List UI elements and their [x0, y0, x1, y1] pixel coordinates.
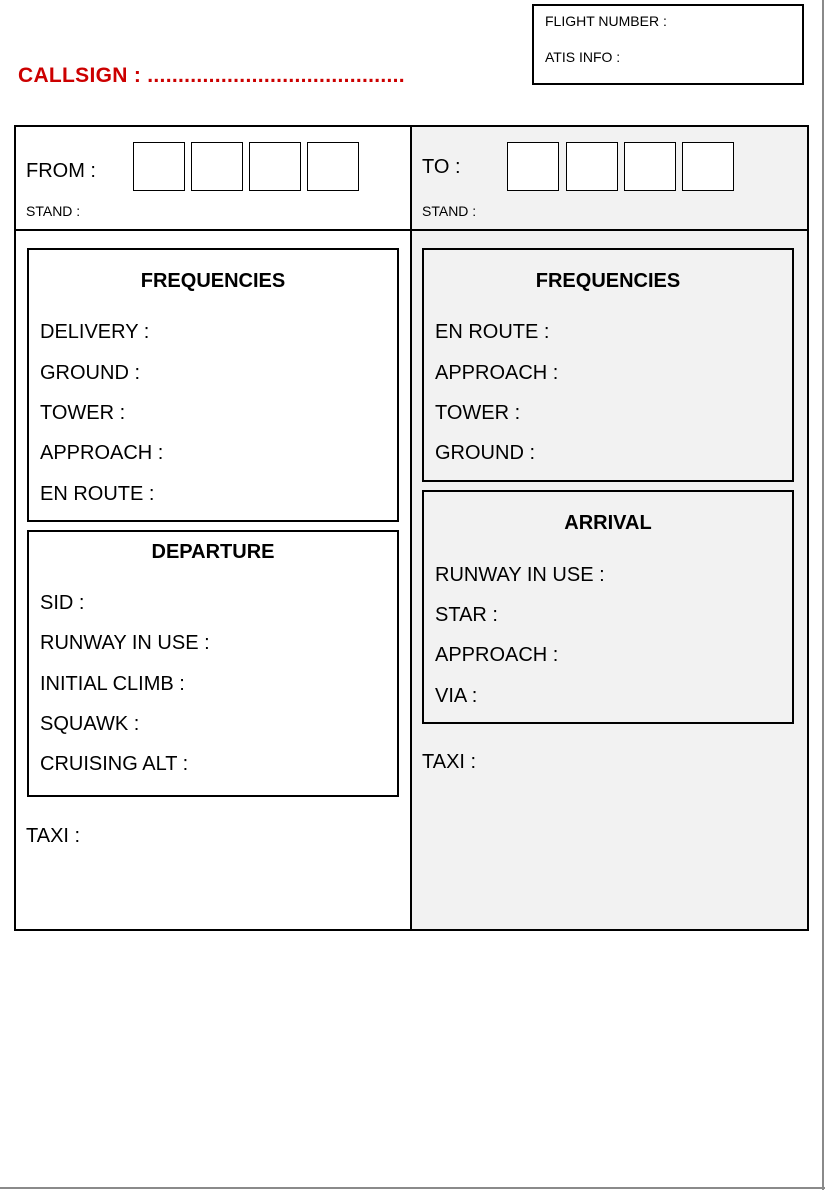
departure-sid-label: SID :	[40, 592, 85, 614]
departure-panel	[27, 530, 399, 797]
departure-runway-label: RUNWAY IN USE :	[40, 632, 210, 654]
arrival-title: ARRIVAL	[564, 512, 652, 534]
to-label: TO :	[422, 156, 461, 178]
frequency-approach-label: APPROACH :	[40, 442, 164, 464]
departure-initial-climb-label: INITIAL CLIMB :	[40, 673, 185, 695]
departure-squawk-label: SQUAWK :	[40, 713, 140, 735]
frequency-tower-label: TOWER :	[40, 402, 126, 424]
arrival-via-label: VIA :	[435, 685, 478, 707]
arrival-frequencies-panel	[422, 248, 794, 482]
frequency-approach-label: APPROACH :	[435, 362, 559, 384]
flight-info-box	[532, 4, 804, 85]
arrival-approach-label: APPROACH :	[435, 644, 559, 666]
atis-info-label: ATIS INFO :	[545, 49, 621, 65]
frequency-tower-label: TOWER :	[435, 402, 521, 424]
departure-taxi-label: TAXI :	[26, 825, 81, 847]
departure-frequencies-panel	[27, 248, 399, 522]
frequencies-title: FREQUENCIES	[140, 270, 286, 292]
flight-number-label: FLIGHT NUMBER :	[545, 13, 667, 29]
frequency-en-route-label: EN ROUTE :	[40, 483, 155, 505]
departure-cruising-alt-label: CRUISING ALT :	[40, 753, 189, 775]
arrival-taxi-label: TAXI :	[422, 751, 477, 773]
page-edge	[0, 1187, 825, 1189]
header-row-divider	[16, 229, 807, 231]
to-code-box-3[interactable]	[624, 142, 676, 191]
from-code-box-4[interactable]	[307, 142, 359, 191]
frequency-ground-label: GROUND :	[40, 362, 140, 384]
frequency-ground-label: GROUND :	[435, 442, 535, 464]
departure-title: DEPARTURE	[151, 541, 275, 563]
from-code-box-1[interactable]	[133, 142, 185, 191]
column-divider	[410, 127, 412, 929]
to-stand-label: STAND :	[422, 203, 477, 219]
arrival-star-label: STAR :	[435, 604, 498, 626]
to-code-box-1[interactable]	[507, 142, 559, 191]
from-code-box-2[interactable]	[191, 142, 243, 191]
arrival-runway-label: RUNWAY IN USE :	[435, 564, 605, 586]
frequency-en-route-label: EN ROUTE :	[435, 321, 550, 343]
to-code-box-4[interactable]	[682, 142, 734, 191]
frequency-delivery-label: DELIVERY :	[40, 321, 150, 343]
page-edge	[822, 0, 824, 1190]
callsign-label: CALLSIGN : ..........................................	[18, 64, 405, 87]
frequencies-title: FREQUENCIES	[535, 270, 681, 292]
from-code-box-3[interactable]	[249, 142, 301, 191]
arrival-panel	[422, 490, 794, 724]
to-code-box-2[interactable]	[566, 142, 618, 191]
from-stand-label: STAND :	[26, 203, 81, 219]
from-label: FROM :	[26, 160, 96, 182]
